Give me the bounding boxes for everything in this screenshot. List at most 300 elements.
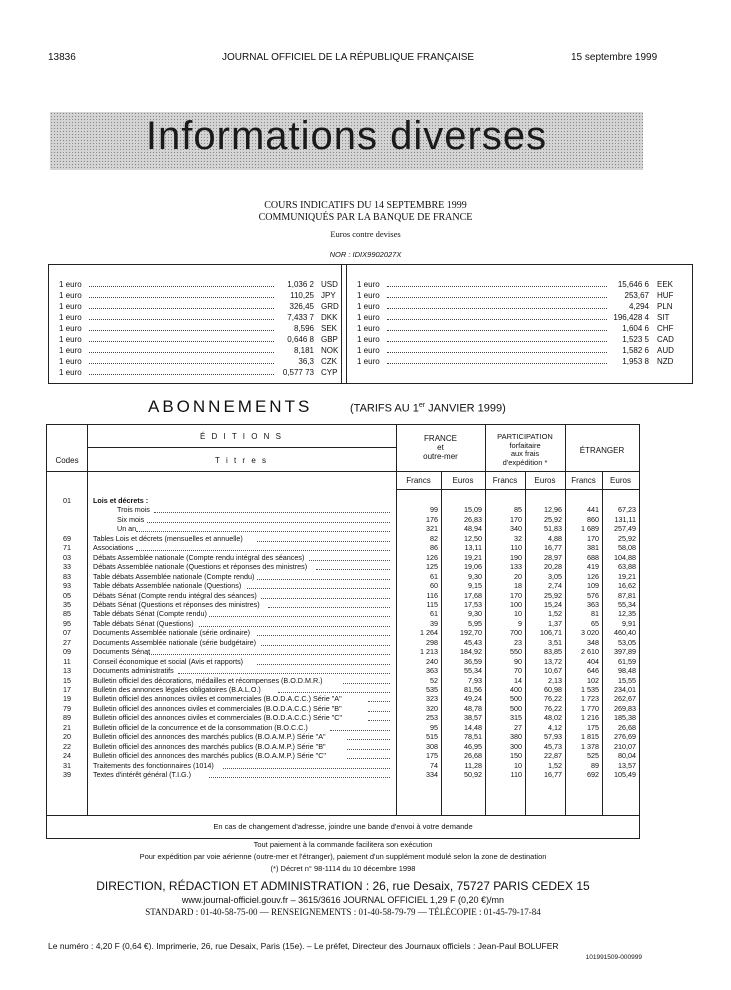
leader-dots — [278, 692, 390, 693]
row-code: 15 — [63, 675, 71, 685]
price-cell: 9,91 — [622, 618, 636, 628]
rate-value: 0,577 73 — [282, 368, 314, 377]
rate-label: 1 euro — [59, 280, 82, 289]
rate-row — [59, 312, 338, 323]
price-cell: 298 — [426, 637, 438, 647]
header-francs-2: Francs — [492, 476, 518, 485]
price-cell: 46,95 — [464, 741, 482, 751]
row-title: Textes d'intérêt général (T.I.G.) — [93, 770, 192, 780]
rate-row — [59, 290, 334, 301]
section-banner — [50, 112, 643, 170]
price-cell: 320 — [426, 703, 438, 713]
row-code: 11 — [63, 656, 71, 666]
table-row — [47, 742, 639, 751]
rate-label: 1 euro — [357, 302, 380, 311]
abonnements-title: ABONNEMENTS — [148, 397, 313, 416]
price-cell: 65 — [591, 618, 599, 628]
price-cell: 381 — [587, 543, 599, 553]
header-euros-1: Euros — [452, 476, 474, 485]
currency-code: NOK — [321, 346, 339, 355]
price-cell: 1 770 — [581, 703, 599, 713]
price-cell: 340 — [510, 524, 522, 534]
price-cell: 39 — [430, 618, 438, 628]
row-code: 79 — [63, 703, 71, 713]
rate-row — [357, 323, 682, 334]
rate-value: 1,604 6 — [622, 324, 649, 333]
price-cell: 13,11 — [464, 543, 482, 553]
row-code: 35 — [63, 599, 71, 609]
row-title: Un an — [117, 524, 137, 534]
table-row — [47, 572, 639, 581]
issue-date: 15 septembre 1999 — [571, 52, 658, 63]
price-cell: 109 — [587, 581, 599, 591]
rate-label: 1 euro — [357, 291, 380, 300]
rate-value: 7,433 7 — [287, 313, 314, 322]
currency-code: EEK — [657, 280, 674, 289]
rate-row — [59, 345, 339, 356]
table-row — [47, 657, 639, 666]
rates-divider — [341, 265, 347, 383]
rate-row — [59, 334, 338, 345]
leader-dots — [209, 777, 390, 778]
price-cell: 13,72 — [544, 656, 562, 666]
leader-dots — [347, 749, 390, 750]
price-cell: 48,02 — [544, 713, 562, 723]
price-cell: 1 689 — [581, 524, 599, 534]
leader-dots — [89, 352, 274, 353]
row-code: 85 — [63, 609, 71, 619]
website-info: www.journal-officiel.gouv.fr – 3615/3616 JOURNAL OFFICIEL 1,29 F (0,20 €)/mn — [181, 895, 505, 905]
rate-label: 1 euro — [357, 335, 380, 344]
leader-dots — [89, 374, 274, 375]
leader-dots — [347, 739, 390, 740]
leader-dots — [261, 598, 390, 599]
price-cell: 397,89 — [614, 647, 636, 657]
price-cell: 441 — [587, 505, 599, 515]
price-cell: 98,48 — [618, 666, 636, 676]
price-cell: 3 020 — [581, 628, 599, 638]
price-cell: 60 — [430, 581, 438, 591]
rates-left-column — [59, 279, 339, 378]
table-row — [47, 713, 639, 722]
price-cell: 2 610 — [581, 647, 599, 657]
table-row — [47, 581, 639, 590]
price-cell: 133 — [510, 562, 522, 572]
row-title: Conseil économique et social (Avis et rapports) — [93, 656, 244, 666]
table-row — [47, 704, 639, 713]
document-reference: 101991509-000999 — [585, 954, 642, 961]
price-cell: 12,96 — [544, 505, 562, 515]
table-row — [47, 515, 639, 524]
price-cell: 61 — [430, 609, 438, 619]
row-title: Débats Assemblée nationale (Compte rendu intégral des séances) — [93, 552, 305, 562]
price-cell: 315 — [510, 713, 522, 723]
price-cell: 126 — [587, 571, 599, 581]
price-cell: 150 — [510, 751, 522, 761]
row-title: Bulletin officiel des annonces des marchés publics (B.O.A.M.P.) Série "A" — [93, 732, 326, 742]
rate-value: 15,646 6 — [617, 280, 649, 289]
abonnements-subtitle: (TARIFS AU 1er JANVIER 1999) — [350, 402, 506, 415]
price-cell: 192,70 — [460, 628, 482, 638]
leader-dots — [387, 352, 607, 353]
price-cell: 515 — [426, 732, 438, 742]
price-cell: 26,83 — [464, 514, 482, 524]
price-cell: 49,24 — [464, 694, 482, 704]
price-cell: 323 — [426, 694, 438, 704]
price-cell: 18 — [514, 581, 522, 591]
row-title: Six mois — [117, 514, 145, 524]
price-cell: 19,21 — [464, 552, 482, 562]
price-cell: 55,34 — [464, 666, 482, 676]
price-cell: 58,08 — [618, 543, 636, 553]
price-cell: 253 — [426, 713, 438, 723]
row-title: Bulletin officiel des annonces des marchés publics (B.O.A.M.P.) Série "C" — [93, 751, 326, 761]
rate-label: 1 euro — [59, 368, 82, 377]
price-cell: 52 — [430, 675, 438, 685]
air-shipping-note: Pour expédition par voie aérienne (outre-mer et l'étranger), paiement d'un supplément modulé selon la zone de destination — [139, 852, 547, 861]
price-cell: 176 — [426, 514, 438, 524]
rate-row — [357, 290, 682, 301]
rate-row — [357, 279, 682, 290]
table-row — [47, 600, 639, 609]
price-cell: 348 — [587, 637, 599, 647]
price-cell: 185,38 — [614, 713, 636, 723]
row-code: 93 — [63, 581, 71, 591]
table-row — [47, 505, 639, 514]
table-row — [47, 638, 639, 647]
header-codes: Codes — [55, 456, 79, 465]
price-cell: 116 — [426, 590, 438, 600]
leader-dots — [136, 531, 390, 532]
rate-value: 1,036 2 — [287, 280, 314, 289]
price-cell: 1 264 — [420, 628, 438, 638]
price-cell: 1 216 — [581, 713, 599, 723]
row-code: 27 — [63, 637, 71, 647]
leader-dots — [387, 308, 607, 309]
price-cell: 13,57 — [618, 760, 636, 770]
row-title: Table débats Sénat (Questions) — [93, 618, 194, 628]
currency-code: DKK — [321, 313, 338, 322]
price-cell: 240 — [426, 656, 438, 666]
price-cell: 175 — [426, 751, 438, 761]
price-cell: 190 — [510, 552, 522, 562]
price-cell: 90 — [514, 656, 522, 666]
currency-code: SEK — [321, 324, 338, 333]
rate-value: 4,294 — [628, 302, 649, 311]
price-cell: 175 — [587, 722, 599, 732]
rate-value: 110,25 — [290, 291, 314, 300]
row-title: Documents Assemblée nationale (série ordinaire) — [93, 628, 251, 638]
price-cell: 5,95 — [468, 618, 482, 628]
price-cell: 70 — [514, 666, 522, 676]
header-france: FRANCE et outre-mer — [423, 434, 458, 461]
price-cell: 63,88 — [618, 562, 636, 572]
price-cell: 860 — [587, 514, 599, 524]
nor-reference: NOR : IDIX9902027X — [329, 250, 402, 259]
currency-code: USD — [321, 280, 338, 289]
row-title: Table débats Assemblée nationale (Compte rendu) — [93, 571, 255, 581]
row-code: 03 — [63, 552, 71, 562]
table-row — [47, 562, 639, 571]
price-cell: 87,81 — [618, 590, 636, 600]
price-cell: 4,88 — [548, 533, 562, 543]
price-cell: 80,04 — [618, 751, 636, 761]
leader-dots — [387, 341, 607, 342]
leader-dots — [343, 683, 390, 684]
header-titres: T i t r e s — [215, 456, 268, 465]
leader-dots — [387, 363, 607, 364]
subscriptions-table — [46, 424, 640, 839]
price-cell: 16,77 — [544, 543, 562, 553]
table-row — [47, 647, 639, 656]
price-cell: 81,56 — [464, 685, 482, 694]
price-cell: 17,53 — [464, 599, 482, 609]
price-cell: 4,12 — [548, 722, 562, 732]
price-cell: 110 — [510, 770, 522, 780]
row-title: Bulletin officiel des annonces civiles et commerciales (B.O.D.A.C.C.) Série "A" — [93, 694, 342, 704]
table-row — [47, 685, 639, 694]
page-number: 13836 — [48, 52, 76, 63]
price-cell: 1 723 — [581, 694, 599, 704]
cours-title-line2: COMMUNIQUÉS PAR LA BANQUE DE FRANCE — [258, 212, 473, 223]
price-cell: 334 — [426, 770, 438, 780]
price-cell: 308 — [426, 741, 438, 751]
price-cell: 170 — [510, 514, 522, 524]
price-cell: 15,55 — [618, 675, 636, 685]
rate-value: 8,181 — [293, 346, 314, 355]
price-cell: 15,09 — [464, 505, 482, 515]
price-cell: 276,69 — [614, 732, 636, 742]
rate-value: 0,646 8 — [287, 335, 314, 344]
row-title: Bulletin officiel des annonces civiles et commerciales (B.O.D.A.C.C.) Série "C" — [93, 713, 343, 723]
section-title: Informations diverses — [145, 114, 548, 158]
price-cell: 3,51 — [548, 637, 562, 647]
leader-dots — [178, 673, 390, 674]
rate-value: 1,523 5 — [622, 335, 649, 344]
price-cell: 460,40 — [614, 628, 636, 638]
table-row — [47, 496, 639, 505]
price-cell: 76,22 — [544, 703, 562, 713]
price-cell: 363 — [587, 599, 599, 609]
price-cell: 26,68 — [464, 751, 482, 761]
row-title: Lois et décrets : — [93, 496, 149, 505]
leader-dots — [247, 588, 390, 589]
row-code: 05 — [63, 590, 71, 600]
price-cell: 38,57 — [464, 713, 482, 723]
row-code: 31 — [63, 760, 71, 770]
price-cell: 57,93 — [544, 732, 562, 742]
currency-code: GRD — [321, 302, 339, 311]
table-row — [47, 609, 639, 618]
rate-label: 1 euro — [59, 357, 82, 366]
price-cell: 78,51 — [464, 732, 482, 742]
price-cell: 3,05 — [548, 571, 562, 581]
price-cell: 500 — [510, 694, 522, 704]
price-cell: 14 — [514, 675, 522, 685]
price-cell: 26,68 — [618, 722, 636, 732]
price-cell: 16,77 — [544, 770, 562, 780]
cours-subtitle: Euros contre devises — [330, 229, 401, 239]
leader-dots — [387, 286, 607, 287]
price-cell: 380 — [510, 732, 522, 742]
table-row — [47, 751, 639, 760]
price-cell: 210,07 — [614, 741, 636, 751]
table-row — [47, 666, 639, 675]
rate-value: 253,67 — [624, 291, 649, 300]
price-cell: 646 — [587, 666, 599, 676]
leader-dots — [89, 319, 274, 320]
table-row — [47, 723, 639, 732]
rate-label: 1 euro — [59, 313, 82, 322]
table-row — [47, 543, 639, 552]
payment-note: Tout paiement à la commande facilitera son exécution — [253, 840, 433, 849]
price-cell: 7,93 — [468, 675, 482, 685]
table-row — [47, 619, 639, 628]
currency-code: PLN — [657, 302, 673, 311]
row-code: 71 — [63, 543, 71, 553]
price-cell: 126 — [426, 552, 438, 562]
price-cell: 99 — [430, 505, 438, 515]
leader-dots — [136, 550, 390, 551]
row-title: Documents administratifs — [93, 666, 174, 676]
rate-row — [357, 356, 682, 367]
rate-row — [59, 279, 338, 290]
price-cell: 23 — [514, 637, 522, 647]
price-cell: 104,88 — [614, 552, 636, 562]
price-cell: 48,94 — [464, 524, 482, 534]
row-title: Documents Sénat — [93, 647, 151, 657]
table-row — [47, 676, 639, 685]
price-cell: 20 — [514, 571, 522, 581]
row-code: 09 — [63, 647, 71, 657]
price-cell: 1,37 — [548, 618, 562, 628]
row-code: 22 — [63, 741, 71, 751]
leader-dots — [147, 654, 390, 655]
leader-dots — [223, 768, 390, 769]
rates-right-column — [357, 279, 682, 367]
rate-label: 1 euro — [59, 335, 82, 344]
rate-label: 1 euro — [59, 346, 82, 355]
table-row — [47, 591, 639, 600]
price-cell: 20,28 — [544, 562, 562, 572]
price-cell: 404 — [587, 656, 599, 666]
imprint-line: Le numéro : 4,20 F (0,64 €). Imprimerie, 26, rue Desaix, Paris (15e). – Le préfet, Directeur des Journaux officiels : Jean-Paul BOLUFER — [48, 941, 559, 951]
price-cell: 10,67 — [544, 666, 562, 676]
price-cell: 500 — [510, 703, 522, 713]
price-cell: 17,68 — [464, 590, 482, 600]
leader-dots — [89, 286, 274, 287]
rate-label: 1 euro — [357, 324, 380, 333]
leader-dots — [309, 560, 390, 561]
leader-dots — [154, 512, 391, 513]
rate-value: 1,953 8 — [622, 357, 649, 366]
row-title: Bulletin officiel des décorations, médailles et récompenses (B.O.D.M.R.) — [93, 675, 323, 685]
currency-code: SIT — [657, 313, 670, 322]
price-cell: 74 — [430, 760, 438, 770]
rate-row — [357, 334, 682, 345]
rate-row — [59, 367, 338, 378]
leader-dots — [257, 579, 390, 580]
price-cell: 1,52 — [548, 609, 562, 619]
leader-dots — [89, 341, 274, 342]
row-code: 21 — [63, 722, 71, 732]
table-row — [47, 694, 639, 703]
rate-value: 196,428 4 — [613, 313, 649, 322]
row-title: Bulletin officiel de la concurrence et de la consommation (B.O.C.C.) — [93, 722, 308, 732]
price-cell: 12,35 — [618, 609, 636, 619]
currency-code: NZD — [657, 357, 674, 366]
price-cell: 400 — [510, 685, 522, 694]
price-cell: 19,06 — [464, 562, 482, 572]
phone-contacts: STANDARD : 01-40-58-75-00 — RENSEIGNEMENTS : 01-40-58-79-79 — TÉLÉCOPIE : 01-45-79-17-84 — [145, 907, 541, 917]
leader-dots — [368, 701, 390, 702]
row-code: 07 — [63, 628, 71, 638]
price-cell: 16,62 — [618, 581, 636, 591]
price-cell: 25,92 — [544, 590, 562, 600]
price-cell: 110 — [510, 543, 522, 553]
row-code: 39 — [63, 770, 71, 780]
price-cell: 32 — [514, 533, 522, 543]
rate-label: 1 euro — [59, 291, 82, 300]
rate-row — [59, 301, 339, 312]
leader-dots — [387, 330, 607, 331]
row-title: Débats Sénat (Questions et réponses des ministres) — [93, 599, 260, 609]
rate-value: 36,3 — [298, 357, 314, 366]
price-cell: 9 — [518, 618, 522, 628]
table-row — [47, 732, 639, 741]
table-row — [47, 553, 639, 562]
exchange-rates-box — [48, 264, 693, 384]
row-title: Débats Sénat (Compte rendu intégral des séances) — [93, 590, 257, 600]
rate-row — [357, 312, 682, 323]
price-cell: 2,13 — [548, 675, 562, 685]
price-cell: 67,23 — [618, 505, 636, 515]
leader-dots — [89, 308, 274, 309]
leader-dots — [89, 330, 274, 331]
price-cell: 170 — [510, 590, 522, 600]
leader-dots — [147, 522, 390, 523]
row-code: 20 — [63, 732, 71, 742]
price-cell: 9,30 — [468, 571, 482, 581]
rate-label: 1 euro — [357, 346, 380, 355]
price-cell: 550 — [510, 647, 522, 657]
price-cell: 22,87 — [544, 751, 562, 761]
price-cell: 1 815 — [581, 732, 599, 742]
price-cell: 102 — [587, 675, 599, 685]
price-cell: 19,21 — [618, 571, 636, 581]
rate-row — [59, 323, 338, 334]
row-code: 83 — [63, 571, 71, 581]
price-cell: 535 — [426, 685, 438, 694]
leader-dots — [89, 297, 274, 298]
price-cell: 12,50 — [464, 533, 482, 543]
currency-code: GBP — [321, 335, 338, 344]
leader-dots — [316, 569, 390, 570]
rate-row — [357, 301, 682, 312]
price-cell: 61,59 — [618, 656, 636, 666]
row-title: Bulletin officiel des annonces des marchés publics (B.O.A.M.P.) Série "B" — [93, 741, 326, 751]
currency-code: AUD — [657, 346, 674, 355]
leader-dots — [368, 720, 390, 721]
rate-row — [59, 356, 337, 367]
decree-note: (*) Décret n° 98-1114 du 10 décembre 1998 — [270, 864, 416, 873]
leader-dots — [199, 626, 391, 627]
price-cell: 300 — [510, 741, 522, 751]
price-cell: 55,34 — [618, 599, 636, 609]
leader-dots — [257, 635, 390, 636]
currency-code: CAD — [657, 335, 674, 344]
row-code: 13 — [63, 666, 71, 676]
